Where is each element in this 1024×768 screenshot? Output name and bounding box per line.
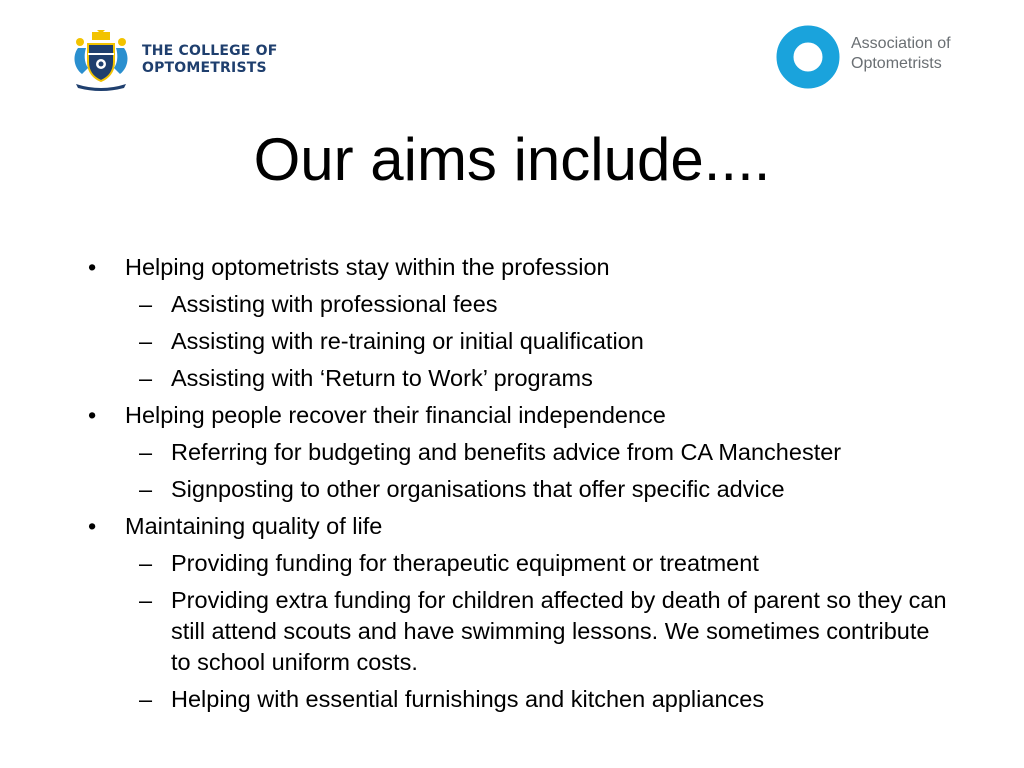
bullet-item (88, 400, 948, 431)
sub-bullet-text: Assisting with re-training or initial qualification (171, 328, 644, 354)
sub-bullet-text: Referring for budgeting and benefits advice from CA Manchester (171, 439, 842, 465)
bullet-marker: • (88, 513, 97, 539)
sub-bullet-text: Providing extra funding for children affected by death of parent so they can still attend scouts and have swimming lessons. We sometimes contribute to school uniform costs. (171, 587, 947, 675)
dash-marker: – (139, 328, 153, 354)
sub-bullet-text: Helping with essential furnishings and kitchen appliances (171, 686, 765, 712)
sub-bullet-text: Providing funding for therapeutic equipment or treatment (171, 550, 759, 576)
college-logo-line2: OPTOMETRISTS (142, 60, 267, 76)
dash-marker: – (139, 439, 153, 465)
sub-bullet-item (88, 437, 948, 468)
bullet-marker: • (88, 254, 97, 280)
sub-bullet-text: Assisting with professional fees (171, 291, 498, 317)
sub-bullet-item (88, 684, 948, 715)
bullet-list (88, 246, 948, 715)
ring-logo-icon (775, 24, 841, 90)
sub-bullet-item (88, 474, 948, 505)
sub-bullet-text: Signposting to other organisations that offer specific advice (171, 476, 785, 502)
dash-marker: – (139, 476, 153, 502)
sub-bullet-item (88, 548, 948, 579)
dash-marker: – (139, 686, 153, 712)
bullet-text: Helping people recover their financial independence (125, 402, 666, 428)
college-logo (70, 28, 277, 92)
sub-bullet-item (88, 363, 948, 394)
sub-bullet-item (88, 289, 948, 320)
association-logo-line2: Optometrists (851, 55, 942, 72)
sub-bullet-text: Assisting with ‘Return to Work’ programs (171, 365, 593, 391)
bullet-marker: • (88, 402, 97, 428)
sub-bullet-item (88, 326, 948, 357)
sub-bullet-item (88, 585, 948, 678)
bullet-text: Helping optometrists stay within the profession (125, 254, 610, 280)
bullet-item (88, 511, 948, 542)
dash-marker: – (139, 365, 153, 391)
bullet-text: Maintaining quality of life (125, 513, 383, 539)
dash-marker: – (139, 291, 153, 317)
college-logo-line1: THE COLLEGE OF (142, 43, 278, 59)
association-logo-line1: Association of (851, 35, 951, 52)
dash-marker: – (139, 587, 153, 613)
slide-title: Our aims include.... (253, 126, 771, 193)
bullet-item (88, 252, 948, 283)
coat-of-arms-icon (70, 28, 132, 92)
association-logo (775, 24, 951, 90)
dash-marker: – (139, 550, 153, 576)
